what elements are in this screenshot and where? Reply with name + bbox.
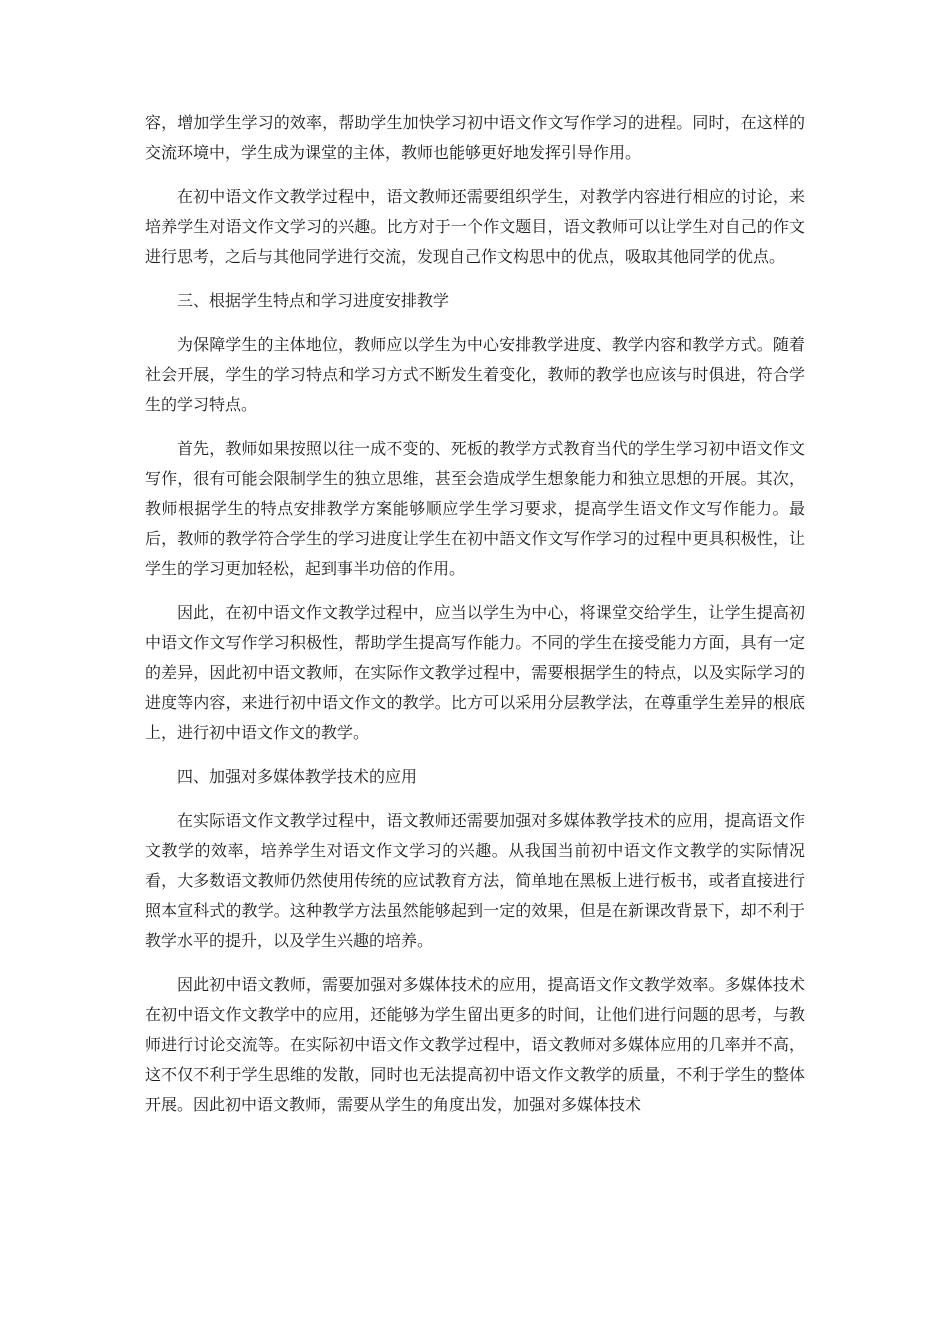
document-page	[145, 108, 805, 1134]
paragraph: 因此初中语文教师，需要加强对多媒体技术的应用，提高语文作文教学效率。多媒体技术在初中语文作文教学中的应用，还能够为学生留出更多的时间，让他们进行问题的思考，与教师进行讨论交流等。在实际初中语文作文教学过程中，语文教师对多媒体应用的几率并不高，这不仅不利于学生思维的发散，同时也无法提高初中语文作文教学的质量，不利于学生的整体开展。因此初中语文教师，需要从学生的角度出发，加强对多媒体技术	[145, 975, 805, 1114]
paragraph: 容，增加学生学习的效率，帮助学生加快学习初中语文作文写作学习的进程。同时，在这样的交流环境中，学生成为课堂的主体，教师也能够更好地发挥引导作用。	[145, 113, 805, 162]
paragraph: 为保障学生的主体地位，教师应以学生为中心安排教学进度、教学内容和教学方式。随着社会开展，学生的学习特点和学习方式不断发生着变化，教师的教学也应该与时俱进，符合学生的学习特点。	[145, 335, 805, 414]
section-heading: 三、根据学生特点和学习进度安排教学	[177, 291, 450, 310]
paragraph: 在初中语文作文教学过程中，语文教师还需要组织学生，对教学内容进行相应的讨论，来培养学生对语文作文学习的兴趣。比方对于一个作文题目，语文教师可以让学生对自己的作文进行思考，之后与其他同学进行交流，发现自己作文构思中的优点，吸取其他同学的优点。	[145, 187, 805, 266]
paragraph: 在实际语文作文教学过程中，语文教师还需要加强对多媒体教学技术的应用，提高语文作文教学的效率，培养学生对语文作文学习的兴趣。从我国当前初中语文作文教学的实际情况看，大多数语文教师仍然使用传统的应试教育方法，简单地在黑板上进行板书，或者直接进行照本宣科式的教学。这种教学方法虽然能够起到一定的效果，但是在新课改背景下，却不利于教学水平的提升，以及学生兴趣的培养。	[145, 811, 805, 950]
paragraph: 因此，在初中语文作文教学过程中，应当以学生为中心，将课堂交给学生，让学生提高初中语文作文写作学习积极性，帮助学生提高写作能力。不同的学生在接受能力方面，具有一定的差异，因此初中语文教师，在实际作文教学过程中，需要根据学生的特点，以及实际学习的进度等内容，来进行初中语文作文的教学。比方可以采用分层教学法，在尊重学生差异的根底上，进行初中语文作文的教学。	[145, 603, 805, 742]
section-heading: 四、加强对多媒体教学技术的应用	[177, 767, 418, 786]
paragraph: 首先，教师如果按照以往一成不变的、死板的教学方式教育当代的学生学习初中语文作文写作，很有可能会限制学生的独立思维，甚至会造成学生想象能力和独立思想的开展。其次，教师根据学生的特点安排教学方案能够顺应学生学习要求，提高学生语文作文写作能力。最后，教师的教学符合学生的学习进度让学生在初中語文作文写作学习的过程中更具积极性，让学生的学习更加轻松，起到事半功倍的作用。	[145, 439, 805, 578]
